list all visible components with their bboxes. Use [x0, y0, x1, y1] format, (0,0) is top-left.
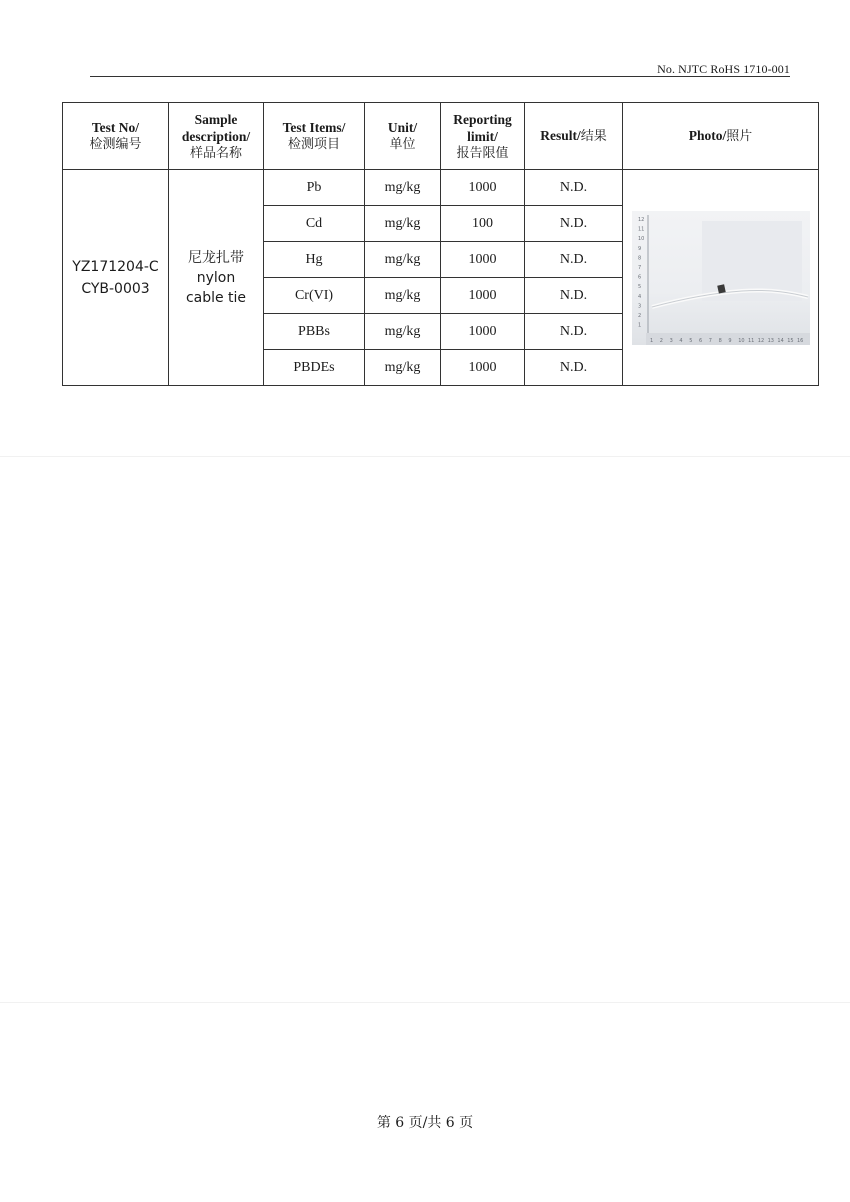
result-value: N.D.	[525, 350, 623, 386]
ruler-label: 3	[669, 337, 673, 344]
ruler-label: 11	[637, 226, 644, 233]
unit-value: mg/kg	[365, 170, 441, 206]
result-value: N.D.	[525, 170, 623, 206]
result-value: N.D.	[525, 242, 623, 278]
unit-value: mg/kg	[365, 350, 441, 386]
ruler-label: 10	[737, 337, 745, 344]
limit-value: 1000	[441, 242, 525, 278]
page-footer: 第 6 页/共 6 页	[376, 1115, 474, 1131]
ruler-label: 6	[637, 274, 641, 281]
ruler-label: 11	[747, 337, 754, 344]
results-table	[62, 102, 819, 386]
limit-value: 1000	[441, 350, 525, 386]
ruler-label: 9	[637, 245, 641, 252]
limit-value: 100	[441, 206, 525, 242]
ruler-label: 14	[776, 337, 784, 344]
limit-value: 1000	[441, 278, 525, 314]
ruler-label: 3	[637, 302, 641, 309]
header-photo: Photo/照片	[623, 103, 819, 170]
ruler-label: 1	[637, 322, 641, 329]
header-rule	[90, 76, 790, 77]
ruler-label: 2	[637, 312, 641, 319]
limit-value: 1000	[441, 170, 525, 206]
ruler-label: 5	[688, 337, 692, 344]
scan-artifact-line	[0, 1002, 850, 1003]
result-value: N.D.	[525, 206, 623, 242]
header-test-items: Test Items/ 检测项目	[264, 103, 365, 170]
header-test-no: Test No/ 检测编号	[63, 103, 169, 170]
sample-cell: 尼龙扎带 nylon cable tie	[169, 170, 264, 386]
ruler-label: 1	[649, 337, 653, 344]
result-value: N.D.	[525, 314, 623, 350]
table-row	[63, 170, 819, 206]
ruler-label: 15	[786, 337, 794, 344]
ruler-label: 4	[678, 337, 683, 344]
sample-photo	[632, 211, 810, 345]
ruler-label: 2	[659, 337, 663, 344]
ruler-label: 5	[637, 283, 641, 290]
unit-value: mg/kg	[365, 314, 441, 350]
test-item: Hg	[264, 242, 365, 278]
scan-artifact-line	[0, 456, 850, 457]
header-unit: Unit/ 单位	[365, 103, 441, 170]
test-item: PBBs	[264, 314, 365, 350]
unit-value: mg/kg	[365, 206, 441, 242]
test-item: PBDEs	[264, 350, 365, 386]
unit-value: mg/kg	[365, 242, 441, 278]
ruler-label: 8	[718, 337, 722, 344]
ruler-label: 4	[637, 293, 641, 300]
photo-cell	[623, 170, 819, 386]
header-result: Result/结果	[525, 103, 623, 170]
header-sample: Sample description/ 样品名称	[169, 103, 264, 170]
ruler-label: 7	[637, 264, 641, 271]
limit-value: 1000	[441, 314, 525, 350]
unit-value: mg/kg	[365, 278, 441, 314]
ruler-label: 16	[796, 337, 803, 344]
ruler-label: 10	[637, 235, 644, 242]
ruler-label: 13	[767, 337, 774, 344]
ruler-label: 12	[757, 337, 764, 344]
test-item: Pb	[264, 170, 365, 206]
report-number: No. NJTC RoHS 1710-001	[657, 62, 790, 76]
header-row	[63, 103, 819, 170]
header-limit: Reporting limit/ 报告限值	[441, 103, 525, 170]
ruler-label: 7	[708, 337, 712, 344]
ruler-label: 8	[637, 254, 641, 261]
test-item: Cr(VI)	[264, 278, 365, 314]
ruler-label: 9	[727, 337, 732, 344]
result-value: N.D.	[525, 278, 623, 314]
test-item: Cd	[264, 206, 365, 242]
test-no-cell: YZ171204-C CYB-0003	[63, 170, 169, 386]
vertical-ruler	[638, 217, 644, 329]
ruler-label: 12	[637, 216, 644, 223]
ruler-label: 6	[698, 337, 702, 344]
photo-graphic	[632, 211, 810, 345]
